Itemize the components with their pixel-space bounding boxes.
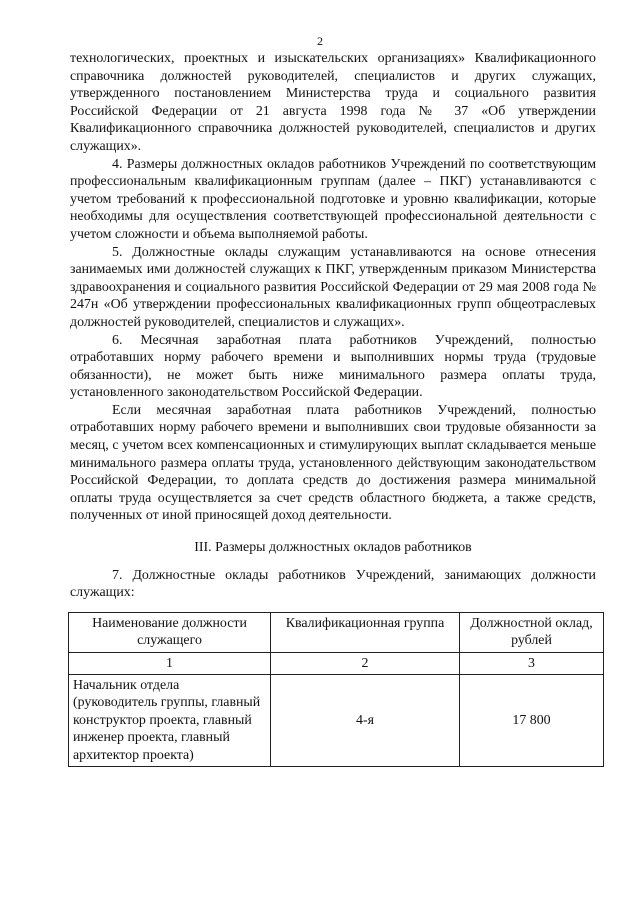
table-header-cell: Наименование должности служащего [69,612,271,652]
document-body [70,50,596,767]
paragraph-item-7: 7. Должностные оклады работников Учреждений, занимающих должности служащих: [70,567,596,601]
paragraph-continuation: технологических, проектных и изыскательских организациях» Квалификационного справочника должностей руководителей, специалистов и других служащих, утвержденного постановлением Министерства труда и социального развития Российской Федерации от 21 августа 1998 года № 37 «Об утверждении Квалификационного справочника должностей руководителей, специалистов и других служащих». [70,51,596,154]
paragraph-item-5: 5. Должностные оклады служащим устанавливаются на основе отнесения занимаемых ими должностей служащих к ПКГ, утвержденным приказом Министерства здравоохранения и социального развития Российской Федерации от 29 мая 2008 года № 247н «Об утверждении профессиональных квалификационных групп общеотраслевых должностей руководителей, специалистов и служащих». [70,244,596,330]
table-number-row [69,652,604,674]
table-cell-position: Начальник отдела (руководитель группы, главный конструктор проекта, главный инженер проекта, главный архитектор проекта) [69,675,271,767]
table-header-row [69,612,604,652]
table-cell-salary: 17 800 [460,675,604,767]
table-header-cell: Квалификационная группа [271,612,460,652]
paragraph-item-4: 4. Размеры должностных окладов работников Учреждений по соответствующим профессиональным квалификационным группам (далее – ПКГ) устанавливаются с учетом требований к профессиональной подготовке и уровню квалификации, которые необходимы для осуществления соответствующей профессиональной деятельности с учетом сложности и объема выполняемой работы. [70,156,596,242]
page-number: 2 [317,34,323,48]
section-heading: III. Размеры должностных окладов работников [194,540,472,556]
paragraph-item-6: 6. Месячная заработная плата работников Учреждений, полностью отработавших норму рабочего времени и выполнивших нормы труда (трудовые обязанности), не может быть ниже минимального размера оплаты труда, установленного законодательством Российской Федерации. [70,332,596,401]
paragraph-item-6-cont: Если месячная заработная плата работников Учреждений, полностью отработавших норму рабочего времени и выполнивших свои трудовые обязанности за месяц, с учетом всех компенсационных и стимулирующих выплат складывается меньше минимального размера оплаты труда, установленного действующим законодательством Российской Федерации, то доплата средств до достижения размера минимальной оплаты труда осуществляется за счет средств областного бюджета, а также средств, полученных от иной приносящей доход деятельности. [70,402,596,524]
table-number-cell: 1 [69,652,271,674]
table-row [69,675,604,767]
table-cell-group: 4-я [271,675,460,767]
table-number-cell: 2 [271,652,460,674]
salary-table [68,612,604,767]
table-number-cell: 3 [460,652,604,674]
table-header-cell: Должностной оклад, рублей [460,612,604,652]
